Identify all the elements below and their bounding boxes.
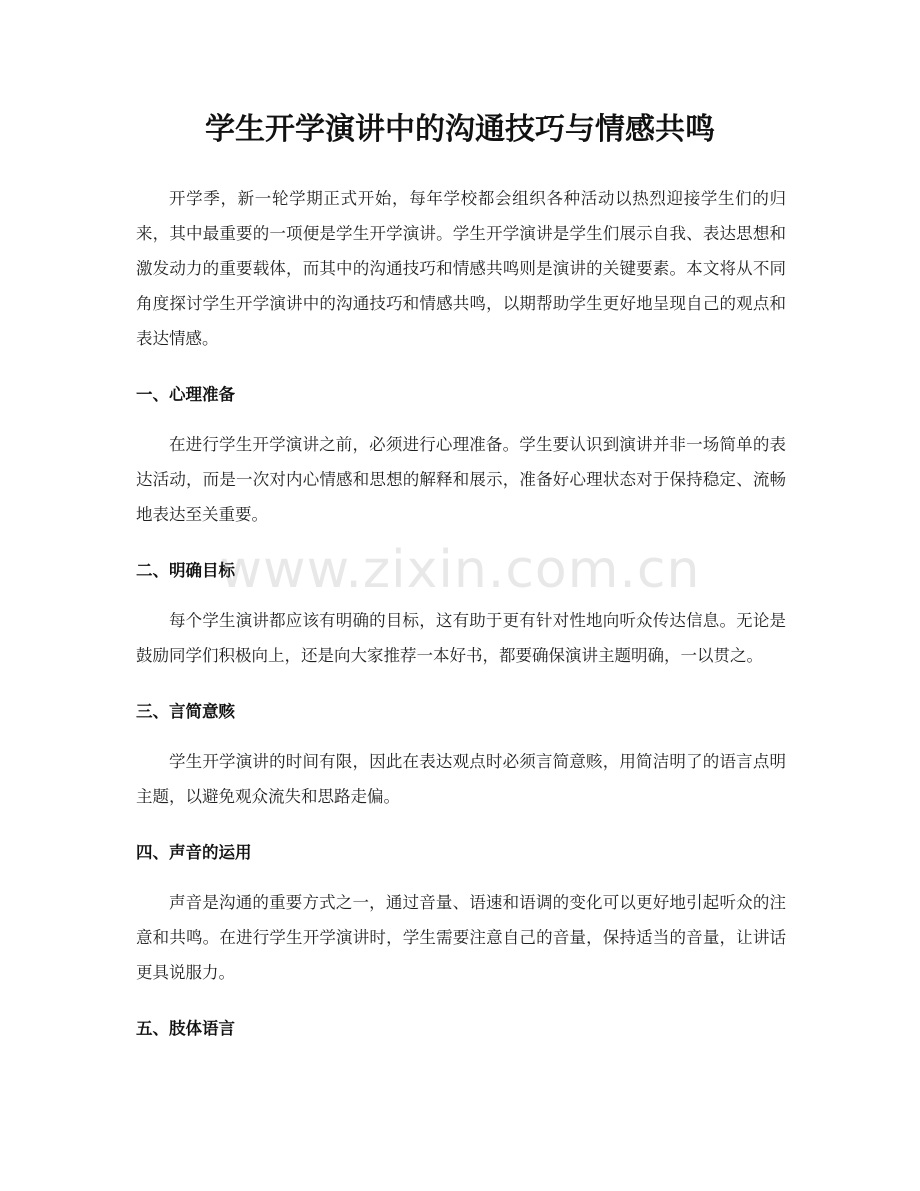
section-body-1: 在进行学生开学演讲之前，必须进行心理准备。学生要认识到演讲并非一场简单的表达活动，而是一次对内心情感和思想的解释和展示，准备好心理状态对于保持稳定、流畅地表达至关重要。 [136, 435, 786, 524]
section-heading-5: 五、肢体语言 [136, 1019, 235, 1038]
intro-paragraph: 开学季，新一轮学期正式开始，每年学校都会组织各种活动以热烈迎接学生们的归来，其中最重要的一项便是学生开学演讲。学生开学演讲是学生们展示自我、表达思想和激发动力的重要载体，而其中的沟通技巧和情感共鸣则是演讲的关键要素。本文将从不同角度探讨学生开学演讲中的沟通技巧和情感共鸣，以期帮助学生更好地呈现自己的观点和表达情感。 [136, 189, 786, 348]
section-body-2: 每个学生演讲都应该有明确的目标，这有助于更有针对性地向听众传达信息。无论是鼓励同学们积极向上，还是向大家推荐一本好书，都要确保演讲主题明确，一以贯之。 [136, 611, 786, 665]
section-body-3: 学生开学演讲的时间有限，因此在表达观点时必须言简意赅，用简洁明了的语言点明主题，以避免观众流失和思路走偏。 [136, 752, 786, 806]
document-body [136, 181, 786, 1046]
section-heading-2: 二、明确目标 [136, 561, 235, 580]
document-title: 学生开学演讲中的沟通技巧与情感共鸣 [205, 112, 715, 147]
section-body-4: 声音是沟通的重要方式之一，通过音量、语速和语调的变化可以更好地引起听众的注意和共鸣。在进行学生开学演讲时，学生需要注意自己的音量，保持适当的音量，让讲话更具说服力。 [136, 893, 786, 982]
section-heading-1: 一、心理准备 [136, 385, 235, 404]
section-heading-3: 三、言简意赅 [136, 702, 235, 721]
watermark-text: www.zixin.com.cn [219, 540, 701, 600]
section-heading-4: 四、声音的运用 [136, 843, 252, 862]
